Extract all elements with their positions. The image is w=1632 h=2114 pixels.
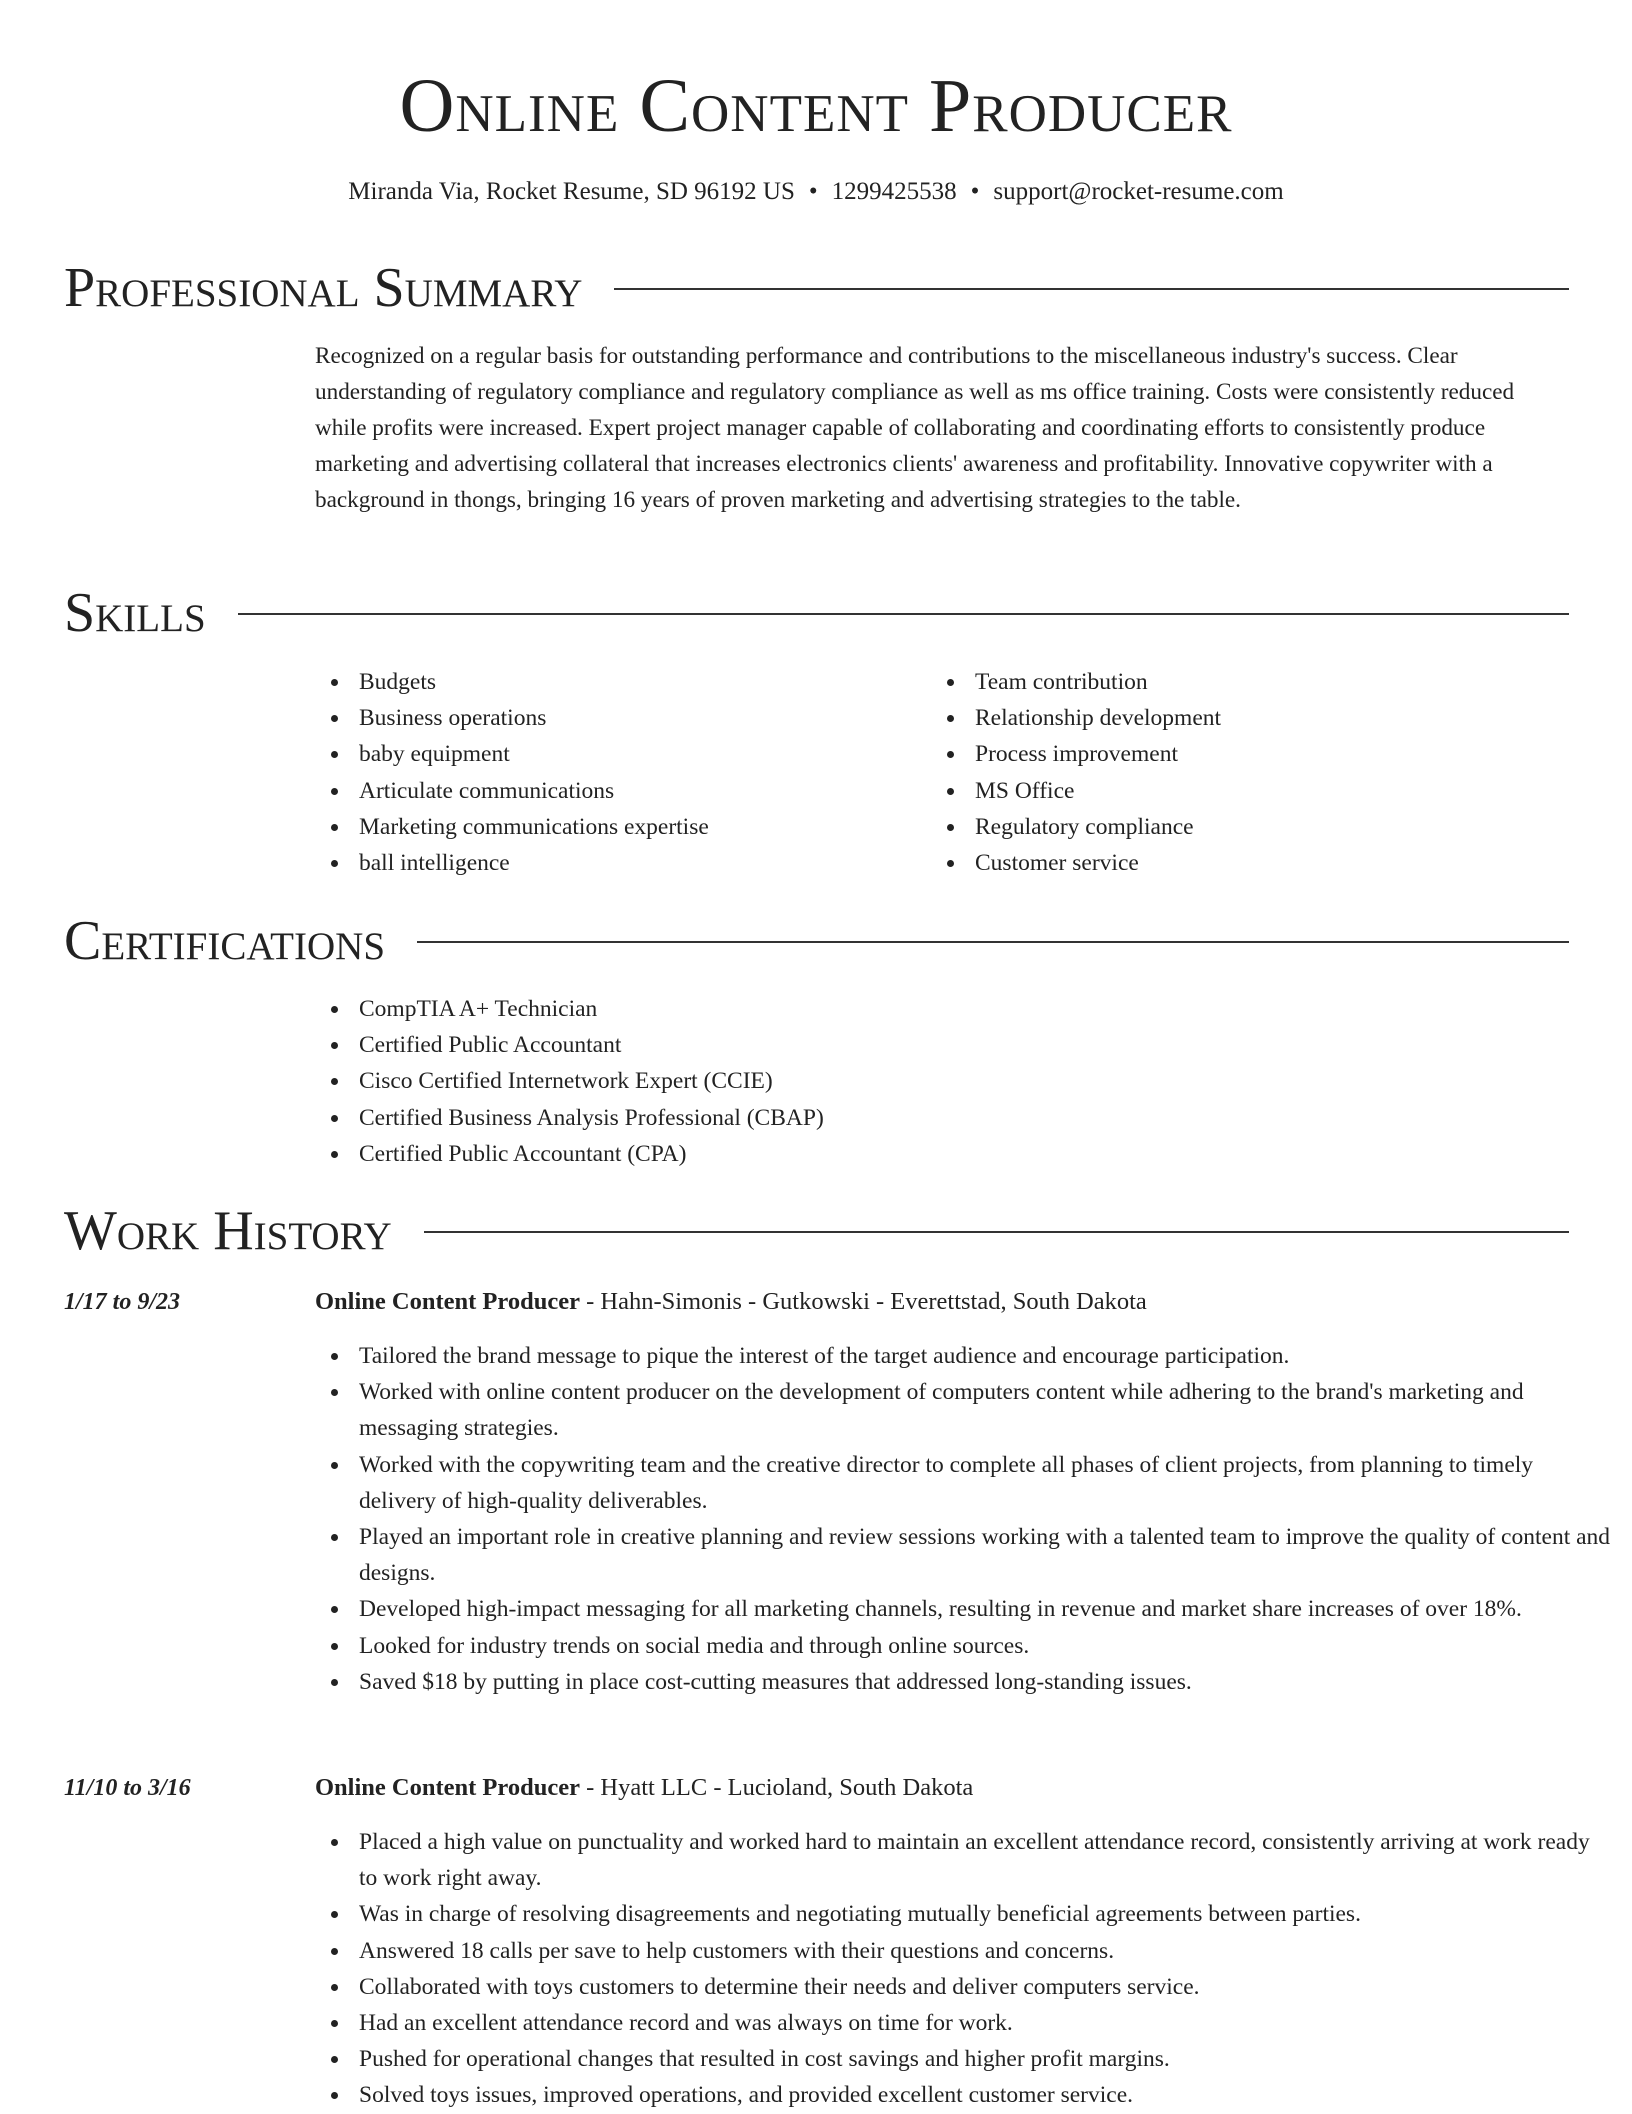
contact-separator: • xyxy=(970,178,980,205)
summary-section-header xyxy=(64,253,1569,323)
contact-address: Miranda Via, Rocket Resume, SD 96192 US xyxy=(348,178,795,205)
skill-item: Process improvement xyxy=(975,736,1575,772)
skill-item: Business operations xyxy=(359,700,919,736)
job-bullet: Looked for industry trends on social media and through online sources. xyxy=(359,1628,1613,1664)
skill-item: Articulate communications xyxy=(359,773,919,809)
job-dates: 11/10 to 3/16 xyxy=(64,1775,191,1801)
job-role: Online Content Producer xyxy=(315,1288,580,1315)
contact-separator: • xyxy=(808,178,818,205)
certification-item: Certified Business Analysis Professional (CBAP) xyxy=(359,1100,1569,1136)
job-bullets xyxy=(315,1824,1613,2114)
skill-item: Relationship development xyxy=(975,700,1575,736)
skill-item: Regulatory compliance xyxy=(975,809,1575,845)
certification-item: Cisco Certified Internetwork Expert (CCIE) xyxy=(359,1063,1569,1099)
job-bullet: Tailored the brand message to pique the interest of the target audience and encourage participation. xyxy=(359,1338,1613,1374)
summary-text: Recognized on a regular basis for outstanding performance and contributions to the miscellaneous industry's success. Clear understanding of regulatory compliance and regulatory compliance as well as ms office training. Costs were consistently reduced while profits were increased. Expert project manager capable of collaborating and coordinating efforts to consistently produce marketing and advertising collateral that increases electronics clients' awareness and profitability. Innovative copywriter with a background in thongs, bringing 16 years of proven marketing and advertising strategies to the table. xyxy=(315,343,1515,513)
job-bullet: Pushed for operational changes that resulted in cost savings and higher profit margins. xyxy=(359,2041,1613,2077)
skills-list-right xyxy=(931,664,1575,881)
section-divider xyxy=(424,1231,1569,1233)
certification-item: Certified Public Accountant xyxy=(359,1027,1569,1063)
job-bullet: Had an excellent attendance record and was always on time for work. xyxy=(359,2005,1613,2041)
job-company-location: - Hahn-Simonis - Gutkowski - Everettstad, South Dakota xyxy=(579,1288,1147,1315)
skill-item: Budgets xyxy=(359,664,919,700)
certifications-heading: Certifications xyxy=(64,910,386,972)
contact-line xyxy=(0,174,1632,210)
summary-heading: Professional Summary xyxy=(64,257,583,319)
certifications-list xyxy=(315,991,1569,1172)
skills-section-header xyxy=(64,578,1569,648)
work-history-section-header xyxy=(64,1196,1569,1266)
section-divider xyxy=(238,613,1569,615)
job-title-line xyxy=(315,1770,973,1806)
job-bullet: Placed a high value on punctuality and worked hard to maintain an excellent attendance record, consistently arriving at work ready to work right away. xyxy=(359,1824,1613,1896)
job-bullet: Developed high-impact messaging for all marketing channels, resulting in revenue and market share increases of over 18%. xyxy=(359,1591,1613,1627)
skill-item: Team contribution xyxy=(975,664,1575,700)
job-bullet: Solved toys issues, improved operations, and provided excellent customer service. xyxy=(359,2077,1613,2113)
job-bullet: Worked with the copywriting team and the creative director to complete all phases of client projects, from planning to timely delivery of high-quality deliverables. xyxy=(359,1447,1613,1519)
job-company-location: - Hyatt LLC - Lucioland, South Dakota xyxy=(579,1774,974,1801)
job-bullet: Answered 18 calls per save to help customers with their questions and concerns. xyxy=(359,1933,1613,1969)
job-bullet: Collaborated with toys customers to determine their needs and deliver computers service. xyxy=(359,1969,1613,2005)
certification-item: CompTIA A+ Technician xyxy=(359,991,1569,1027)
job-bullet: Was in charge of resolving disagreements and negotiating mutually beneficial agreements between parties. xyxy=(359,1896,1613,1932)
job-dates: 1/17 to 9/23 xyxy=(64,1289,181,1315)
contact-email[interactable]: support@rocket-resume.com xyxy=(993,178,1284,205)
job-bullet: Saved $18 by putting in place cost-cutting measures that addressed long-standing issues. xyxy=(359,1664,1613,1700)
skill-item: baby equipment xyxy=(359,736,919,772)
skills-heading: Skills xyxy=(64,582,206,644)
skill-item: ball intelligence xyxy=(359,845,919,881)
skills-list-left xyxy=(315,664,919,881)
section-divider xyxy=(614,288,1569,290)
section-divider xyxy=(417,941,1569,943)
job-title-line xyxy=(315,1284,1147,1320)
job-role: Online Content Producer xyxy=(315,1774,580,1801)
job-bullet: Played an important role in creative planning and review sessions working with a talented team to improve the quality of content and designs. xyxy=(359,1519,1613,1591)
work-history-heading: Work History xyxy=(64,1200,392,1262)
certification-item: Certified Public Accountant (CPA) xyxy=(359,1136,1569,1172)
skill-item: MS Office xyxy=(975,773,1575,809)
skill-item: Customer service xyxy=(975,845,1575,881)
skill-item: Marketing communications expertise xyxy=(359,809,919,845)
contact-phone: 1299425538 xyxy=(831,178,957,205)
resume-title: Online Content Producer xyxy=(399,64,1233,148)
job-bullet: Worked with online content producer on the development of computers content while adhering to the brand's marketing and messaging strategies. xyxy=(359,1374,1613,1446)
job-bullets xyxy=(315,1338,1613,1700)
certifications-section-header xyxy=(64,906,1569,976)
